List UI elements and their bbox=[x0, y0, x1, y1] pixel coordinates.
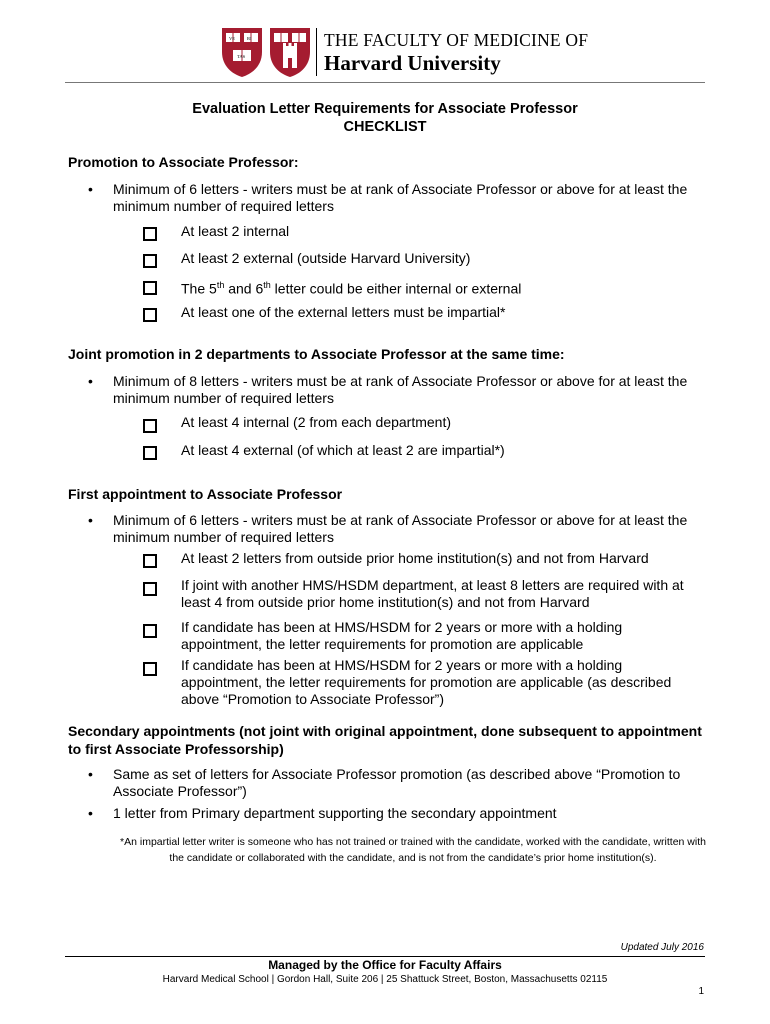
bullet-text: Same as set of letters for Associate Professor promotion (as described above “Promotion to Associate Professor”) bbox=[113, 766, 681, 799]
checkbox[interactable] bbox=[143, 624, 157, 638]
medical-school-shield-icon bbox=[268, 26, 312, 78]
checkbox[interactable] bbox=[143, 554, 157, 568]
checkbox[interactable] bbox=[143, 446, 157, 460]
bullet-dot: • bbox=[88, 373, 93, 389]
checkbox[interactable] bbox=[143, 662, 157, 676]
checklist-item: At least 2 letters from outside prior home institution(s) and not from Harvard bbox=[181, 550, 649, 566]
section-heading-joint: Joint promotion in 2 departments to Associate Professor at the same time: bbox=[68, 346, 565, 362]
section-heading-secondary: Secondary appointments (not joint with original appointment, done subsequent to appointment to first Associate Professorship) bbox=[68, 723, 702, 757]
checklist-item: If candidate has been at HMS/HSDM for 2 years or more with a holding appointment, the letter requirements for promotion are applicable bbox=[181, 619, 623, 652]
checklist-item: If joint with another HMS/HSDM department, at least 8 letters are required with at least 4 from outside prior home institution(s) and not from Harvard bbox=[181, 577, 684, 610]
checklist-item bbox=[181, 277, 691, 298]
item-text-b: and 6 bbox=[224, 280, 264, 297]
section-heading-first-appointment: First appointment to Associate Professor bbox=[68, 486, 343, 502]
superscript-th: th bbox=[263, 280, 271, 290]
letterhead bbox=[218, 26, 708, 82]
harvard-veritas-shield-icon bbox=[220, 26, 264, 78]
bullet-dot: • bbox=[88, 512, 93, 528]
managed-by: Managed by the Office for Faculty Affairs bbox=[268, 958, 502, 972]
checkbox[interactable] bbox=[143, 281, 157, 295]
checkbox[interactable] bbox=[143, 308, 157, 322]
checklist-item: If candidate has been at HMS/HSDM for 2 years or more with a holding appointment, the letter requirements for promotion are applicable (as described above “Promotion to Associate Professor”) bbox=[181, 657, 672, 707]
document-subtitle: CHECKLIST bbox=[343, 119, 427, 135]
bullet-dot: • bbox=[88, 181, 93, 197]
svg-text:TAS: TAS bbox=[237, 54, 246, 59]
header-divider bbox=[316, 28, 317, 76]
svg-text:RI: RI bbox=[247, 36, 252, 41]
university-name: Harvard University bbox=[324, 51, 501, 75]
checkbox[interactable] bbox=[143, 419, 157, 433]
document-title: Evaluation Letter Requirements for Associate Professor bbox=[192, 101, 578, 117]
checklist-item: At least 2 external (outside Harvard University) bbox=[181, 250, 471, 266]
svg-text:VE: VE bbox=[229, 36, 235, 41]
superscript-th: th bbox=[216, 280, 225, 290]
bullet-text: Minimum of 6 letters - writers must be at rank of Associate Professor or above for at least the minimum number of required letters bbox=[113, 512, 688, 545]
checklist-item: At least 4 external (of which at least 2 are impartial*) bbox=[181, 442, 505, 458]
bullet-dot: • bbox=[88, 766, 93, 782]
item-text-c: letter could be either internal or external bbox=[270, 280, 522, 297]
header-rule bbox=[65, 82, 705, 83]
checklist-item: At least 4 internal (2 from each department) bbox=[181, 414, 452, 430]
bullet-dot: • bbox=[88, 805, 93, 821]
bullet-text: Minimum of 6 letters - writers must be at rank of Associate Professor or above for at least the minimum number of required letters bbox=[113, 181, 688, 214]
checklist-item: At least one of the external letters must be impartial* bbox=[181, 304, 506, 320]
checkbox[interactable] bbox=[143, 254, 157, 268]
impartial-footnote: *An impartial letter writer is someone who has not trained or trained with the candidate, worked with the candidate, written with the candidate or collaborated with the candidate, and is not from the candidate’s prior home institution(s). bbox=[120, 836, 706, 864]
checkbox[interactable] bbox=[143, 582, 157, 596]
updated-date: Updated July 2016 bbox=[620, 942, 704, 953]
page-number: 1 bbox=[698, 986, 704, 997]
bullet-text: Minimum of 8 letters - writers must be at rank of Associate Professor or above for at least the minimum number of required letters bbox=[113, 373, 688, 406]
bullet-text: 1 letter from Primary department supporting the secondary appointment bbox=[113, 805, 557, 821]
item-text-a: The 5 bbox=[181, 280, 217, 297]
checklist-item: At least 2 internal bbox=[181, 223, 290, 239]
section-heading-promotion: Promotion to Associate Professor: bbox=[68, 154, 299, 170]
faculty-title: THE FACULTY OF MEDICINE OF bbox=[324, 30, 589, 50]
footer-rule bbox=[65, 956, 705, 957]
checkbox[interactable] bbox=[143, 227, 157, 241]
footer-address: Harvard Medical School | Gordon Hall, Suite 206 | 25 Shattuck Street, Boston, Massachusetts 02115 bbox=[162, 974, 608, 985]
